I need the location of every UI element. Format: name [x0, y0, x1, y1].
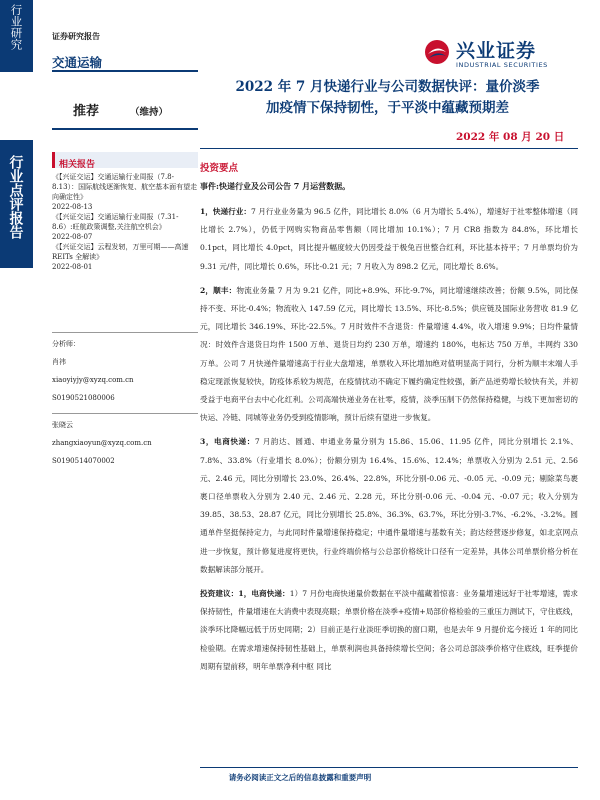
event-summary: 事件:快递行业及公司公告 7 月运营数据。: [200, 181, 351, 191]
divider: [200, 767, 578, 768]
paragraph-express-industry: 1，快递行业：7 月行业业务量为 96.5 亿件，同比增长 8.0%（6 月为增长 5.4%），增速好于社零整体增速（同比增长 2.7%），仍低于网购实物商品零售额（同比增加 10.1%）；7 月 CR8 指数为 84.8%，环比增长 0.1pct，同比增长 4.0pct，同比提升幅度较大仍因受益于极兔百世整合红利，环比基本持平；7 月单票均价为 9.31 元/件，同比增长 0.6%，环比-0.21 元；7 月收入为 898.2 亿元，同比增长 8.6%。: [200, 207, 578, 271]
analyst-block: [52, 332, 198, 470]
analyst-name: 张晓云: [52, 421, 73, 429]
related-reports-heading: 相关报告: [52, 152, 198, 168]
section-heading: 投资要点: [200, 163, 239, 174]
rating-value: 推荐: [73, 104, 100, 119]
sidebar-category-label: 行业研究: [9, 4, 24, 50]
sidebar-report-type-label: 行业点评报告: [7, 155, 24, 239]
paragraph-ecommerce-express: 3，电商快递：7 月韵达、圆通、申通业务量分别为 15.86、15.06、11.95 亿件，同比分别增长 2.1%、7.8%、33.8%（行业增长 8.0%）；份额分别为 16.4%、15.6%、12.4%；单票收入分别为 2.51 元、2.56 元、2.46 元，同比分别增长 23.0%、26.4%、22.8%，环比分别-0.06 元、-0.05 元、-0.09 元；剔除菜鸟裹裹口径单票收入分别为 2.40 元、2.46 元、2.28 元，环比分别-0.06 元、-0.04 元、-0.07 元；收入分别为 39.85、38.53、28.87 亿元，同比分别增长 25.8%、36.3%、63.7%，环比分别-3.7%、-6.2%、-3.2%。圆通单件坚挺保持定力，与此同时件量增速保持稳定；中通件量增速与基数有关；韵达经营逐步修复，如北京网点进一步恢复，预计修复进度将更快，行业终端价格与公总部价格统计口径有一定差异，具体公司单票价格分析在数据解读部分展开。: [200, 437, 579, 574]
analyst-entry: [52, 414, 198, 470]
sidebar-category-banner: [0, 0, 33, 72]
industry-label: 交通运输: [52, 55, 103, 70]
analyst-email[interactable]: zhangxiaoyun@xyzq.com.cn: [52, 439, 152, 447]
analyst-name: 肖祎: [52, 358, 66, 366]
report-date: 2022 年 08 月 20 日: [456, 131, 565, 143]
logo-english-name: INDUSTRIAL SECURITIES: [456, 61, 548, 69]
analyst-entry: 分析师： 肖祎 xiaoyiyjy@xyzq.com.cn S0190521080006: [52, 333, 198, 407]
company-logo: [424, 36, 554, 76]
analyst-cert: S0190521080006: [52, 394, 115, 402]
report-title-line1: 2022 年 7 月快递行业与公司数据快评：量价淡季: [235, 79, 540, 95]
analyst-cert: S0190514070002: [52, 457, 115, 465]
analyst-email[interactable]: xiaoyiyjy@xyzq.com.cn: [52, 376, 134, 384]
logo-emblem-icon: [424, 39, 450, 65]
paragraph-sf-express: 2，顺丰：物流业务量 7 月为 9.21 亿件，同比+8.9%、环比-9.7%，同比增速继续改善；份额 9.5%，同比保持不变、环比-0.4%；物流收入 147.59 亿元，同比增长 13.5%、环比-8.5%；供应链及国际业务营收 81.9 亿元，同比增长 346.19%、环比-22.5%。7 月时效件不含退货：件量增速 4.4%，收入增速 9.9%；日均件量情况：时效件含退货日均件 1500 万单、退货日均约 230 万单，增速约 180%，电标达 750 万单，丰网约 330 万单。公司 7 月快递件量增速高于行业大盘增速，单票收入环比增加绝对值明显高于同行，分析为顺丰末端人手稳定现派恢复较快，防疫体系较为规范，在疫情扰动不确定下履约确定性较强，新产品逆势增长较快有关，并初受益于电商平台去中心化红利。公司高端快递业务在社零，疫情，淡季压制下仍然保持稳健，与线下更加密切的快运、冷链、同城等业务仍受到疫情影响，预计后续有望进一步恢复。: [200, 285, 578, 423]
divider: [52, 128, 198, 130]
related-report-item[interactable]: 《【兴证交运】交通运输行业周报（7.31-8.6）:旺航政策调整,关注航空机会》 2022-08-07: [52, 213, 179, 241]
related-report-item[interactable]: 《【兴证交运】交通运输行业周报（7.8-8.13）：国际航线逐渐恢复、航空基本面有望走向确定性》 2022-08-13: [52, 173, 198, 211]
sidebar-report-type-banner: [0, 140, 33, 268]
related-reports-list: [52, 172, 198, 272]
paragraph-investment-advice: 投资建议：1，电商快递：1）7 月份电商快递量价数据在平淡中蕴藏着惊喜：业务量增速远好于社零增速，需求保持韧性，件量增速在大消费中表现亮眼；单票价格在淡季+疫情+局部价格检验的三重压力测试下，守住底线，淡季环比降幅远低于历史同期；2）目前正是行业淡旺季切换的窗口期，也是去年 9 月提价迄今接近 1 年的同比检验期。在需求增速保持韧性基础上，单票利润也具备持续增长空间；各公司总部淡季价格守住底线，旺季提价周期有望前移，明年单票净利中枢 同比: [200, 589, 578, 671]
report-title: [200, 77, 575, 119]
footer-disclaimer: 请务必阅读正文之后的信息披露和重要声明: [228, 773, 372, 782]
divider: [52, 70, 198, 72]
rating-change: （维持）: [130, 107, 169, 118]
report-type-label: 证券研究报告: [52, 32, 100, 41]
related-report-item[interactable]: 《【兴证交运】云程发轫，万里可期——高速 REITs 全解读》 2022-08-01: [52, 243, 189, 271]
report-body: [200, 160, 578, 682]
logo-name: 兴业证券: [456, 40, 537, 62]
report-title-line2: 加疫情下保持韧性，于平淡中蕴藏预期差: [266, 100, 509, 116]
divider: [200, 148, 578, 149]
